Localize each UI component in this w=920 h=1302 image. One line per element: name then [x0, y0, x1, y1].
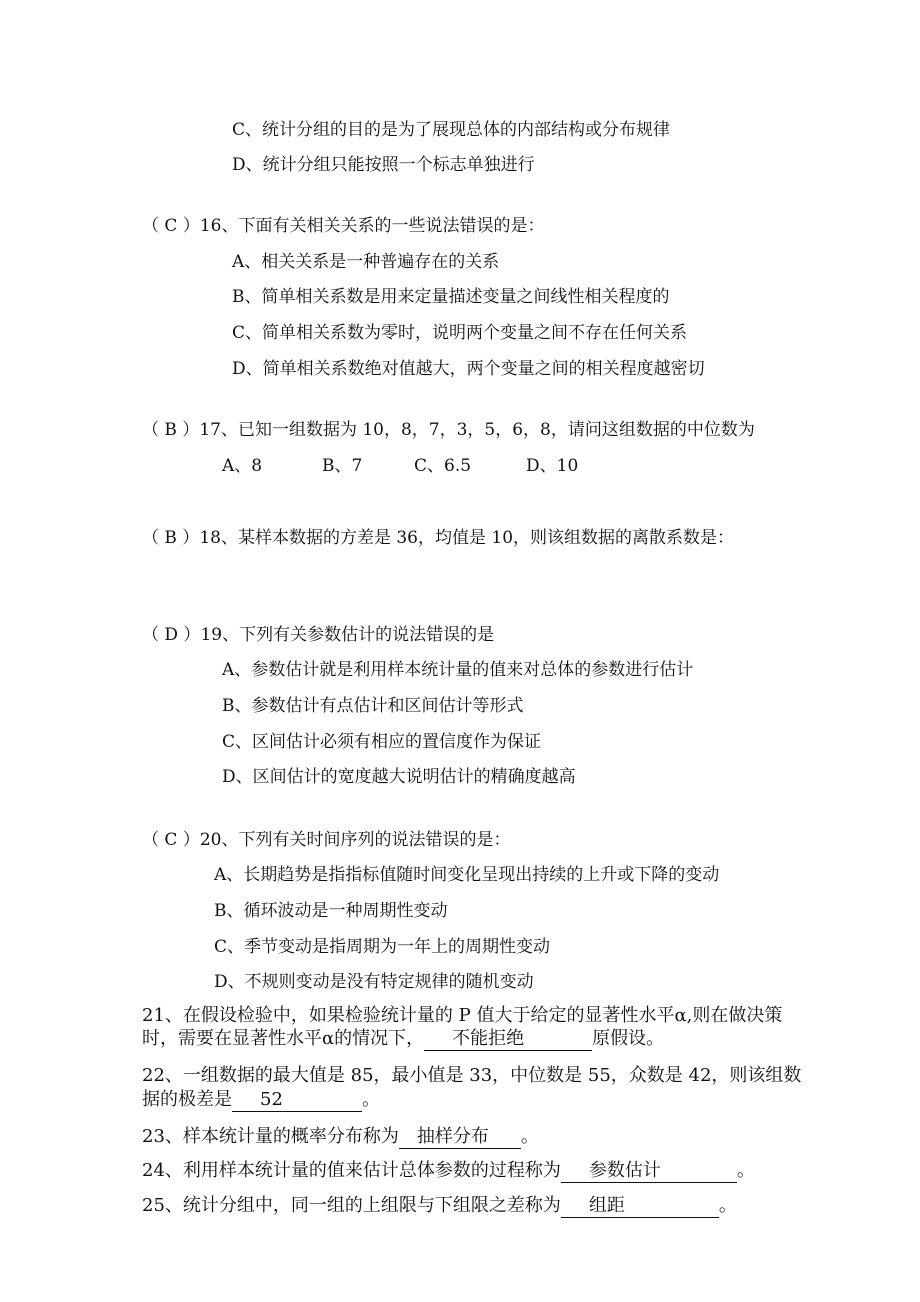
- q23-text-after: 。: [520, 1126, 539, 1147]
- q19-stem: 19、下列有关参数估计的说法错误的是: [200, 625, 495, 645]
- q16-option-b: B、简单相关系数是用来定量描述变量之间线性相关程度的: [232, 287, 670, 307]
- q20-option-d: D、不规则变动是没有特定规律的随机变动: [214, 972, 534, 992]
- q17-question: [142, 418, 755, 442]
- q17-stem: 17、已知一组数据为 10，8，7，3，5，6，8，请问这组数据的中位数为: [199, 420, 755, 440]
- q17-option-b: B、7: [322, 456, 363, 476]
- q20-question: [142, 828, 510, 852]
- q25-text-before: 25、统计分组中，同一组的上组限与下组限之差称为: [142, 1195, 561, 1216]
- q17-option-a: A、8: [222, 456, 263, 476]
- q18-question: [142, 526, 734, 550]
- q16-option-a: A、相关关系是一种普遍存在的关系: [232, 252, 500, 272]
- q17-answer: （ B ）: [142, 420, 200, 440]
- q23-text-before: 23、样本统计量的概率分布称为: [142, 1126, 399, 1147]
- q19-option-c: C、区间估计必须有相应的置信度作为保证: [222, 732, 542, 752]
- q25-fill-blank: 组距: [561, 1195, 719, 1218]
- q17-options: [222, 454, 578, 478]
- q23-fill-blank: 抽样分布: [399, 1126, 521, 1149]
- q19-option-b: B、参数估计有点估计和区间估计等形式: [222, 696, 524, 716]
- q24-text-before: 24、利用样本统计量的值来估计总体参数的过程称为: [142, 1160, 561, 1181]
- q19-option-d: D、区间估计的宽度越大说明估计的精确度越高: [222, 767, 576, 787]
- q16-stem: 16、下面有关相关关系的一些说法错误的是：: [199, 216, 545, 236]
- q18-stem: 18、某样本数据的方差是 36，均值是 10，则该组数据的离散系数是：: [199, 528, 735, 548]
- q19-question: [142, 623, 494, 647]
- q18-answer: （ B ）: [142, 528, 200, 548]
- q15-option-d: D、统计分组只能按照一个标志单独进行: [232, 155, 535, 175]
- q16-option-d: D、简单相关系数绝对值越大，两个变量之间的相关程度越密切: [232, 359, 705, 379]
- q22-line2: [142, 1088, 380, 1112]
- q19-answer: （ D ）: [142, 625, 201, 645]
- q24-line: [142, 1159, 755, 1183]
- q21-text-after: 原假设。: [592, 1028, 665, 1049]
- q21-line1: 21、在假设检验中，如果检验统计量的 P 值大于给定的显著性水平α,则在做决策: [142, 1005, 783, 1026]
- q25-text-after: 。: [718, 1195, 737, 1216]
- q24-fill-blank: 参数估计: [561, 1160, 737, 1183]
- q20-stem: 20、下列有关时间序列的说法错误的是：: [199, 830, 511, 850]
- q19-option-a: A、参数估计就是利用样本统计量的值来对总体的参数进行估计: [222, 660, 694, 680]
- q17-option-c: C、6.5: [414, 456, 472, 476]
- q24-text-after: 。: [736, 1160, 755, 1181]
- q21-text-before: 时，需要在显著性水平α的情况下，: [142, 1028, 425, 1049]
- q22-text-before: 据的极差是: [142, 1089, 232, 1110]
- q17-option-d: D、10: [526, 456, 579, 476]
- q20-option-c: C、季节变动是指周期为一年上的周期性变动: [214, 937, 551, 957]
- q22-text-after: 。: [362, 1089, 380, 1110]
- q16-option-c: C、简单相关系数为零时，说明两个变量之间不存在任何关系: [232, 323, 688, 343]
- q25-line: [142, 1194, 737, 1218]
- q16-answer: （ C ）: [142, 216, 200, 236]
- q20-option-b: B、循环波动是一种周期性变动: [214, 901, 448, 921]
- q21-line2: [142, 1027, 664, 1051]
- q21-fill-blank: 不能拒绝: [424, 1028, 592, 1051]
- q22-fill-blank: 52: [232, 1089, 362, 1112]
- q16-question: [142, 214, 544, 238]
- q22-line1: 22、一组数据的最大值是 85，最小值是 33，中位数是 55，众数是 42，则该组数: [142, 1065, 802, 1086]
- q20-option-a: A、长期趋势是指指标值随时间变化呈现出持续的上升或下降的变动: [214, 865, 720, 885]
- q23-line: [142, 1125, 539, 1149]
- q15-option-c: C、统计分组的目的是为了展现总体的内部结构或分布规律: [232, 120, 671, 140]
- q20-answer: （ C ）: [142, 830, 200, 850]
